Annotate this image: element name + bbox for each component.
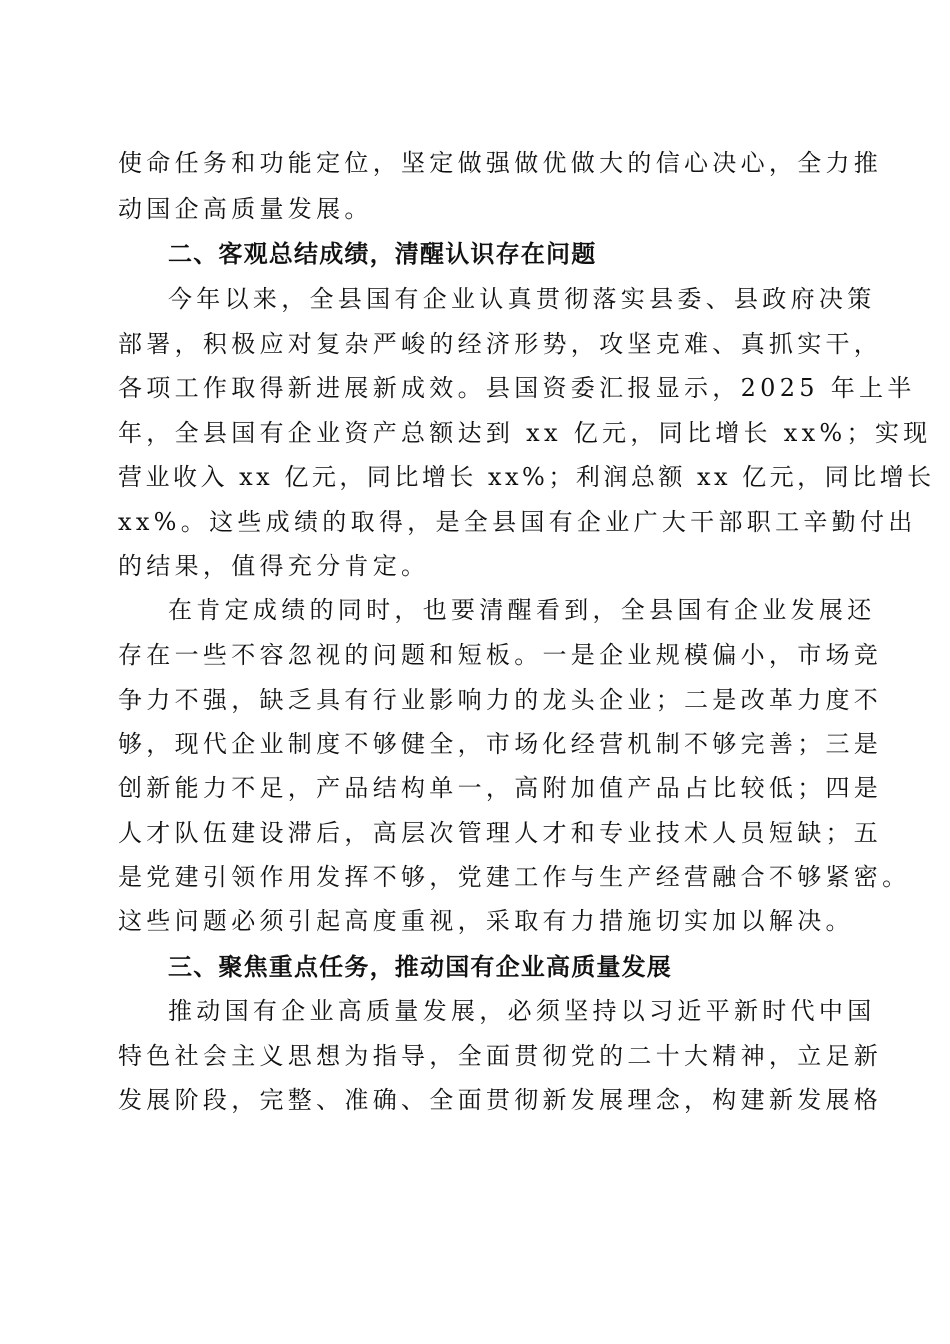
body-text-line: 争力不强，缺乏具有行业影响力的龙头企业；二是改革力度不 — [118, 686, 883, 714]
body-text-line: 部署，积极应对复杂严峻的经济形势，攻坚克难、真抓实干， — [118, 330, 883, 358]
body-text-line: 今年以来，全县国有企业认真贯彻落实县委、县政府决策 — [168, 285, 876, 313]
body-text-line: 在肯定成绩的同时，也要清醒看到，全县国有企业发展还 — [168, 596, 876, 624]
body-text-line: 的结果，值得充分肯定。 — [118, 552, 430, 580]
body-text-line: 各项工作取得新进展新成效。县国资委汇报显示，2025 年上半 — [118, 374, 916, 402]
body-text-line: 特色社会主义思想为指导，全面贯彻党的二十大精神，立足新 — [118, 1042, 883, 1070]
section-heading: 三、聚焦重点任务，推动国有企业高质量发展 — [168, 953, 672, 981]
body-text-line: 这些问题必须引起高度重视，采取有力措施切实加以解决。 — [118, 907, 854, 935]
body-text-line: 人才队伍建设滞后，高层次管理人才和专业技术人员短缺；五 — [118, 819, 883, 847]
body-text-line: 营业收入 xx 亿元，同比增长 xx%；利润总额 xx 亿元，同比增长 — [118, 463, 935, 491]
body-text-line: 使命任务和功能定位，坚定做强做优做大的信心决心，全力推 — [118, 149, 883, 177]
body-text-line: 推动国有企业高质量发展，必须坚持以习近平新时代中国 — [168, 997, 876, 1025]
section-heading: 二、客观总结成绩，清醒认识存在问题 — [168, 240, 597, 268]
body-text-line: 是党建引领作用发挥不够，党建工作与生产经营融合不够紧密。 — [118, 863, 911, 891]
body-text-line: 存在一些不容忽视的问题和短板。一是企业规模偏小，市场竞 — [118, 641, 883, 669]
body-text-line: 年，全县国有企业资产总额达到 xx 亿元，同比增长 xx%；实现 — [118, 419, 932, 447]
body-text-line: 动国企高质量发展。 — [118, 195, 373, 223]
body-text-line: xx%。这些成绩的取得，是全县国有企业广大干部职工辛勤付出 — [118, 508, 917, 536]
body-text-line: 发展阶段，完整、准确、全面贯彻新发展理念，构建新发展格 — [118, 1086, 883, 1114]
body-text-line: 创新能力不足，产品结构单一，高附加值产品占比较低；四是 — [118, 774, 883, 802]
body-text-line: 够，现代企业制度不够健全，市场化经营机制不够完善；三是 — [118, 730, 883, 758]
